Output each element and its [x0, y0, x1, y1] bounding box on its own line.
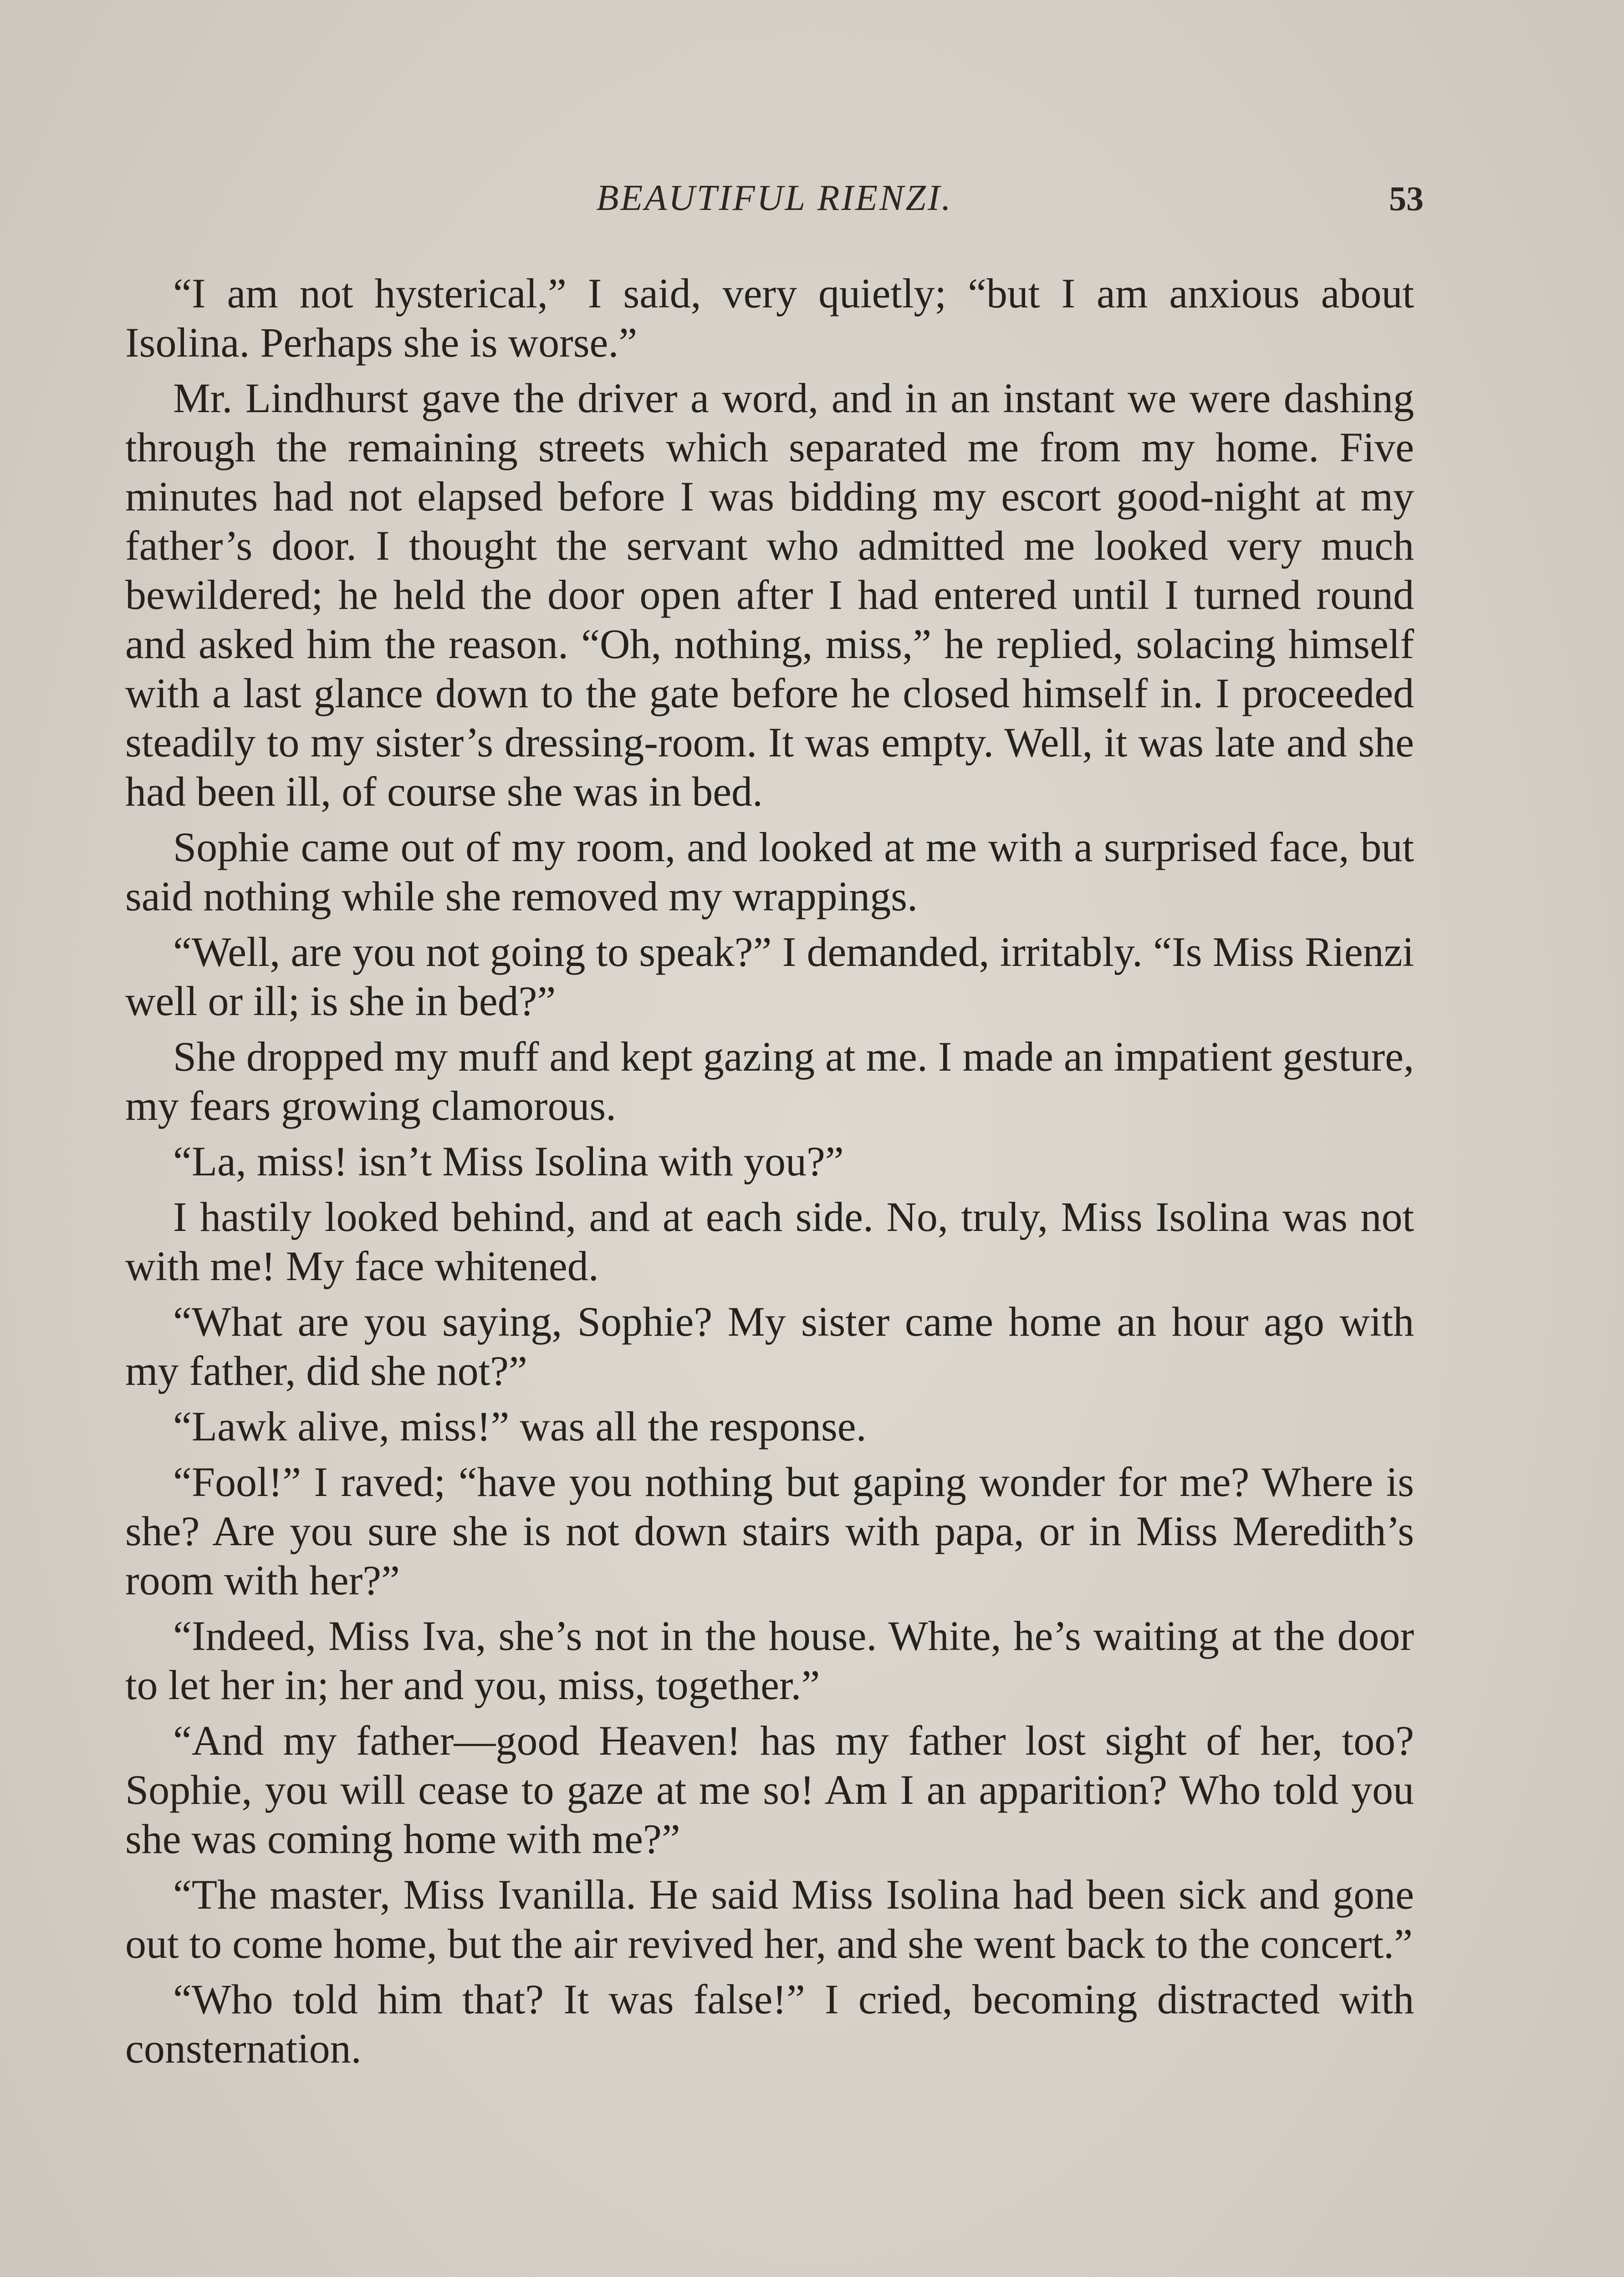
paragraph: Sophie came out of my room, and looked at me with a surprised face, but said nothing while she removed my wrappings.	[125, 824, 1414, 919]
paragraph: “I am not hysterical,” I said, very quietly; “but I am anxious about Isolina. Perhaps she is worse.”	[125, 270, 1414, 366]
paragraph: “Well, are you not going to speak?” I demanded, irritably. “Is Miss Rienzi well or ill; is she in bed?”	[125, 929, 1414, 1024]
page-number: 53	[1389, 180, 1424, 218]
paragraph: “Fool!” I raved; “have you nothing but gaping wonder for me? Where is she? Are you sure she is not down stairs with papa, or in Miss Meredith’s room with her?”	[125, 1459, 1414, 1603]
paragraph: “La, miss! isn’t Miss Isolina with you?”	[173, 1138, 844, 1184]
paragraph: “The master, Miss Ivanilla. He said Miss Isolina had been sick and gone out to come home, but the air revived her, and she went back to the concert.”	[125, 1871, 1414, 1967]
paragraph: “Lawk alive, miss!” was all the response.	[173, 1403, 867, 1450]
paragraph: “Who told him that? It was false!” I cried, becoming distracted with consternation.	[125, 1976, 1414, 2072]
paragraph: “Indeed, Miss Iva, she’s not in the house. White, he’s waiting at the door to let her in; her and you, miss, together.”	[125, 1613, 1414, 1708]
running-title: BEAUTIFUL RIENZI.	[596, 178, 953, 218]
body-text	[125, 269, 1414, 2079]
paragraph: Mr. Lindhurst gave the driver a word, and in an instant we were dashing through the remaining streets which separated me from my home. Five minutes had not elapsed before I was bidding my escort good-night at my father’s door. I thought the servant who admitted me looked very much bewildered; he held the door open after I had entered until I turned round and asked him the reason. “Oh, nothing, miss,” he replied, solacing himself with a last glance down to the gate before he closed himself in. I proceeded steadily to my sister’s dressing-room. It was empty. Well, it was late and she had been ill, of course she was in bed.	[125, 375, 1414, 815]
running-head	[130, 178, 1424, 228]
paragraph: She dropped my muff and kept gazing at me. I made an impatient gesture, my fears growing clamorous.	[125, 1033, 1414, 1129]
paragraph: I hastily looked behind, and at each side. No, truly, Miss Isolina was not with me! My face whitened.	[125, 1194, 1414, 1289]
paragraph: “What are you saying, Sophie? My sister came home an hour ago with my father, did she not?”	[125, 1298, 1414, 1394]
paragraph: “And my father—good Heaven! has my father lost sight of her, too? Sophie, you will cease to gaze at me so! Am I an apparition? Who told you she was coming home with me?”	[125, 1717, 1414, 1862]
